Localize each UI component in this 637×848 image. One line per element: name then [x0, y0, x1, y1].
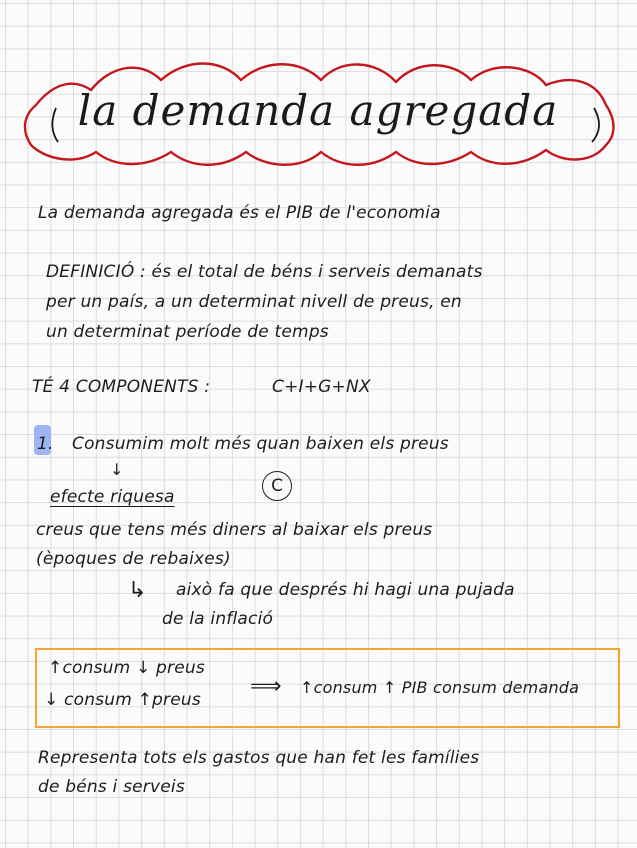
- note-line-2: de la inflació: [162, 609, 274, 629]
- closing-line-2: de béns i serveis: [38, 777, 185, 797]
- effect-line-1: creus que tens més diners al baixar els preus: [36, 520, 433, 540]
- box-row-1: ↑consum ↓ preus: [48, 658, 205, 678]
- intro-text: La demanda agregada és el PIB de l'economia: [38, 203, 441, 223]
- hook-arrow-icon: ↳: [128, 578, 147, 603]
- point-number: 1.: [37, 434, 54, 454]
- circled-c-mark: C: [262, 471, 292, 501]
- definition-line-1: DEFINICIÓ : és el total de béns i serveis demanats: [46, 262, 483, 282]
- page-title: la demanda agregada: [77, 86, 559, 135]
- arrow-down-icon: ↓: [110, 460, 124, 479]
- components-label: TÉ 4 COMPONENTS :: [32, 377, 211, 397]
- definition-line-2: per un país, a un determinat nivell de preus, en: [46, 292, 462, 312]
- note-line-1: això fa que després hi hagi una pujada: [176, 580, 515, 600]
- box-row-2: ↓ consum ↑preus: [44, 690, 201, 710]
- closing-line-1: Representa tots els gastos que han fet les famílies: [38, 748, 480, 768]
- components-formula: C+I+G+NX: [272, 377, 371, 397]
- box-result: ↑consum ↑ PIB consum demanda: [300, 678, 580, 697]
- implies-arrow-icon: ⟹: [250, 674, 282, 699]
- point-text: Consumim molt més quan baixen els preus: [72, 434, 449, 454]
- definition-line-3: un determinat període de temps: [46, 322, 329, 342]
- effect-label: efecte riquesa: [50, 487, 175, 507]
- effect-line-2: (èpoques de rebaixes): [36, 549, 231, 569]
